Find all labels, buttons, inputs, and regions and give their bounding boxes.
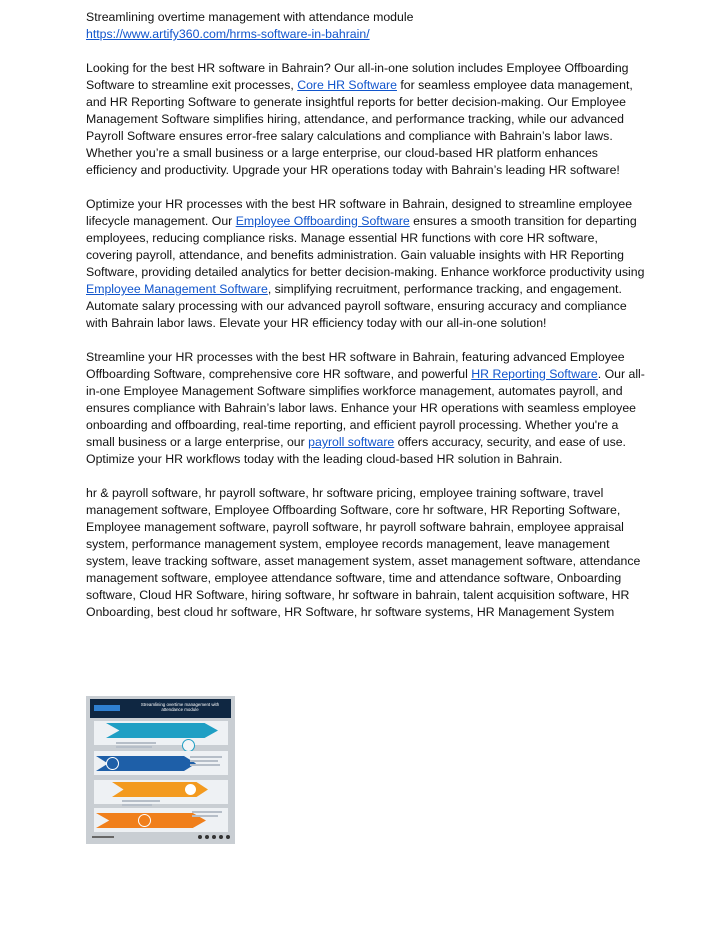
placeholder-text-line [190,764,220,766]
social-icon [198,835,202,839]
target-icon [184,783,197,796]
keywords-paragraph: hr & payroll software, hr payroll software, hr software pricing, employee training software, travel management software, Employee Offboarding Software, core hr software, HR Reporting Software, Employee management software, payroll software, hr payroll software bahrain, employee appraisal system, performance management system, employee records management, leave management system, leave tracking software, asset management system, asset management software, attendance management software, employee attendance software, time and attendance software, Onboarding software, Cloud HR Software, hiring software, hr software in bahrain, talent acquisition software, HR Onboarding, best cloud hr software, HR Software, hr software systems, HR Management System [86,486,641,619]
placeholder-text-line [190,756,222,758]
infographic-footer [92,835,230,840]
infographic-step-4 [96,813,206,828]
source-url-link[interactable]: https://www.artify360.com/hrms-software-in-bahrain/ [86,27,370,41]
placeholder-text-line [122,800,160,802]
core-hr-software-link[interactable]: Core HR Software [297,78,397,92]
infographic-header [90,699,231,718]
placeholder-text-line [92,836,114,838]
document-heading: Streamlining overtime management with attendance module [86,10,414,24]
social-icon [226,835,230,839]
paragraph-1: Looking for the best HR software in Bahrain? Our all-in-one solution includes Employee Offboarding Software to streamline exit processes, Core HR Software for seamless employee data management, and HR Reporting Software to generate insightful reports for better decision-making. Our Employee Management Software simplifies hiring, attendance, and performance tracking, while our advanced Payroll Software ensures error-free salary calculations and compliance with Bahrain’s labor laws. Whether you’re a small business or a large enterprise, our cloud-based HR platform enhances efficiency and productivity. Upgrade your HR operations today with Bahrain’s leading HR software! [86,61,633,177]
infographic-image [86,696,235,844]
placeholder-text-line [192,811,222,813]
placeholder-text-line [116,742,156,744]
placeholder-text-line [122,804,152,806]
spacer [86,332,646,349]
brand-logo [94,705,120,711]
infographic-title: Streamlining overtime management with attendance module [140,702,220,712]
gear-clock-icon [106,757,119,770]
employee-management-software-link[interactable]: Employee Management Software [86,282,268,296]
employee-offboarding-software-link[interactable]: Employee Offboarding Software [235,214,410,228]
hr-reporting-software-link[interactable]: HR Reporting Software [471,367,598,381]
social-icon [212,835,216,839]
document-body [86,9,646,621]
paragraph-3: Streamline your HR processes with the best HR software in Bahrain, featuring advanced Employee Offboarding Software, comprehensive core HR software, and powerful HR Reporting Software. Our all-in-one Employee Management Software simplifies workforce management, automates payroll, and ensures compliance with Bahrain’s labor laws. Enhance your HR operations with seamless employee onboarding and offboarding, real-time reporting, and efficient payroll processing. Whether you're a small business or a large enterprise, our payroll software offers accuracy, security, and ease of use. Optimize your HR workflows today with the leading cloud-based HR solution in Bahrain. [86,350,645,466]
placeholder-text-line [192,815,218,817]
spacer [86,468,646,485]
social-icon [205,835,209,839]
spacer [86,43,646,60]
placeholder-text-line [190,760,218,762]
infographic-step-1 [106,723,218,738]
social-icon [219,835,223,839]
dollar-icon [138,814,151,827]
paragraph-2: Optimize your HR processes with the best HR software in Bahrain, designed to streamline employee lifecycle management. Our Employee Offboarding Software ensures a smooth transition for departing employees, reducing compliance risks. Manage essential HR functions with core HR software, covering payroll, attendance, and benefits administration. Gain valuable insights with HR Reporting Software, providing detailed analytics for better decision-making. Enhance workforce productivity using Employee Management Software, simplifying recruitment, performance tracking, and engagement. Automate salary processing with our advanced payroll software, ensuring accuracy and compliance with Bahrain labor laws. Elevate your HR efficiency today with our all-in-one solution! [86,197,645,330]
placeholder-text-line [116,746,152,748]
spacer [86,179,646,196]
payroll-software-link[interactable]: payroll software [308,435,395,449]
